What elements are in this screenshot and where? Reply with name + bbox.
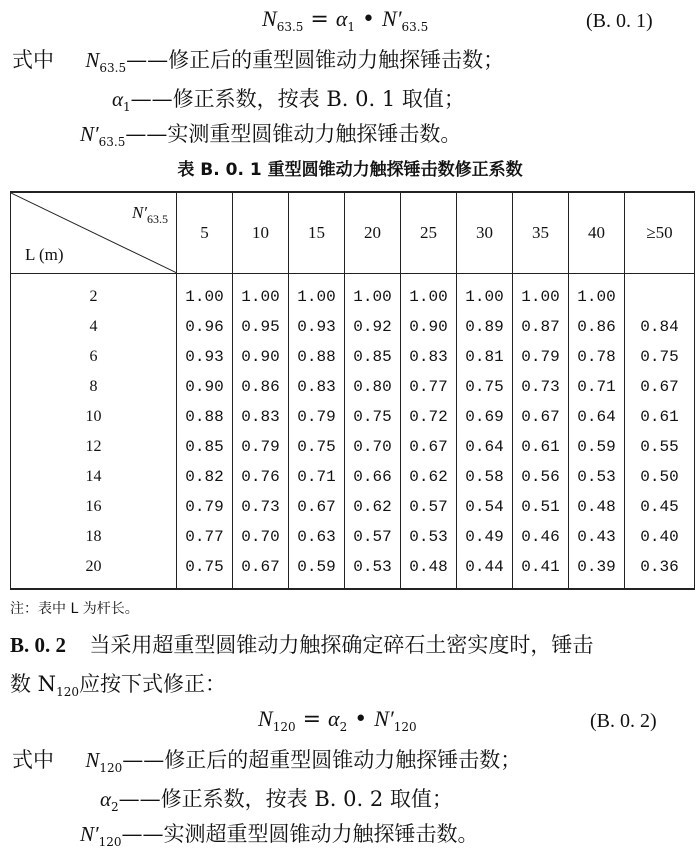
row-length-cell: 12 xyxy=(11,432,177,462)
coefficient-cell: 0.36 xyxy=(625,552,695,589)
coefficient-cell: 0.64 xyxy=(457,432,513,462)
coefficient-cell: 0.86 xyxy=(233,372,289,402)
row-length-cell: 2 xyxy=(11,274,177,313)
row-length-cell: 4 xyxy=(11,312,177,342)
coefficient-cell: 0.71 xyxy=(289,462,345,492)
row-length-cell: 8 xyxy=(11,372,177,402)
coefficient-cell: 0.75 xyxy=(177,552,233,589)
coefficient-cell: 0.86 xyxy=(569,312,625,342)
formula-b01-lhs: N xyxy=(262,6,277,31)
clause-number: B. 0. 2 xyxy=(10,633,67,657)
coefficient-cell: 0.93 xyxy=(177,342,233,372)
corner-bottom-label: L (m) xyxy=(25,245,64,264)
where2-text-1: ——修正后的超重型圆锥动力触探锤击数； xyxy=(122,748,522,772)
table-row xyxy=(11,274,695,313)
where2-sym-2: α xyxy=(100,787,112,811)
formula-b02: $N_{120} = \alpha_2$ • $N'_{120}$ xyxy=(258,706,417,734)
coefficient-cell: 0.55 xyxy=(625,432,695,462)
where1-sub-1: 63.5 xyxy=(99,61,127,75)
coefficient-cell: 0.48 xyxy=(569,492,625,522)
coefficient-cell: 0.77 xyxy=(177,522,233,552)
coefficient-cell: 1.00 xyxy=(233,274,289,313)
coefficient-cell: 1.00 xyxy=(289,274,345,313)
column-header: 20 xyxy=(345,192,401,274)
formula-b02-rhs: N′ xyxy=(374,706,394,731)
table-row xyxy=(11,552,695,589)
coefficient-cell: 0.79 xyxy=(233,432,289,462)
coefficient-cell: 0.73 xyxy=(513,372,569,402)
table-row xyxy=(11,462,695,492)
coefficient-cell: 1.00 xyxy=(569,274,625,313)
coefficient-cell: 0.62 xyxy=(345,492,401,522)
row-length-cell: 20 xyxy=(11,552,177,589)
coefficient-cell: 0.85 xyxy=(345,342,401,372)
coefficient-cell: 0.73 xyxy=(233,492,289,522)
coefficient-cell: 0.63 xyxy=(289,522,345,552)
coefficient-cell: 0.62 xyxy=(401,462,457,492)
coefficient-cell: 0.90 xyxy=(233,342,289,372)
coefficient-cell: 0.51 xyxy=(513,492,569,522)
coefficient-cell: 0.70 xyxy=(345,432,401,462)
table-header-row xyxy=(11,192,695,274)
where1-text-2: ——修正系数，按表 B. 0. 1 取值； xyxy=(130,87,465,111)
coefficient-cell: 0.83 xyxy=(289,372,345,402)
coefficient-cell: 0.75 xyxy=(289,432,345,462)
row-length-cell: 10 xyxy=(11,402,177,432)
coefficient-cell: 0.69 xyxy=(457,402,513,432)
column-header: 15 xyxy=(289,192,345,274)
coefficient-cell: 0.41 xyxy=(513,552,569,589)
where1-line-3 xyxy=(80,118,461,149)
coefficient-cell: 0.79 xyxy=(177,492,233,522)
coefficient-cell: 0.75 xyxy=(625,342,695,372)
formula-b02-alpha: α xyxy=(328,706,340,731)
coefficient-cell: 0.56 xyxy=(513,462,569,492)
corner-top-label xyxy=(132,203,168,227)
table-row xyxy=(11,522,695,552)
coefficient-cell: 0.84 xyxy=(625,312,695,342)
table-row xyxy=(11,432,695,462)
coefficient-cell: 0.67 xyxy=(625,372,695,402)
where2-line-2 xyxy=(100,783,453,814)
coefficient-cell: 1.00 xyxy=(513,274,569,313)
row-length-cell: 14 xyxy=(11,462,177,492)
coefficient-cell: 1.00 xyxy=(177,274,233,313)
coefficient-cell: 0.46 xyxy=(513,522,569,552)
table-row xyxy=(11,492,695,522)
column-header: 30 xyxy=(457,192,513,274)
coefficient-cell: 0.53 xyxy=(401,522,457,552)
formula-b02-rhs-sub: 120 xyxy=(393,720,417,734)
formula-b01-alpha-sub: 1 xyxy=(347,20,356,34)
formula-b01-rhs-sub: 63.5 xyxy=(401,20,429,34)
coefficient-cell: 0.50 xyxy=(625,462,695,492)
where1-line-1 xyxy=(12,44,504,75)
coefficient-cell: 0.82 xyxy=(177,462,233,492)
coefficient-cell: 0.70 xyxy=(233,522,289,552)
coefficient-cell: 0.93 xyxy=(289,312,345,342)
coefficient-cell: 0.88 xyxy=(177,402,233,432)
coefficient-cell: 0.44 xyxy=(457,552,513,589)
coefficient-cell: 0.43 xyxy=(569,522,625,552)
coefficient-cell: 0.67 xyxy=(401,432,457,462)
coefficient-cell: 1.00 xyxy=(401,274,457,313)
corner-top-sym: N′ xyxy=(131,203,147,222)
where1-text-3: ——实测重型圆锥动力触探锤击数。 xyxy=(125,122,462,146)
coefficient-cell: 0.81 xyxy=(457,342,513,372)
where2-sub-2: 2 xyxy=(111,800,119,814)
coefficient-cell: 0.78 xyxy=(569,342,625,372)
formula-b02-lhs-sub: 120 xyxy=(272,720,296,734)
coefficient-cell: 0.67 xyxy=(289,492,345,522)
where2-prefix: 式中 xyxy=(12,748,54,772)
formula-b01: $N_{63.5} = \alpha_1$ • $N'_{63.5}$ xyxy=(262,6,429,34)
column-header: 10 xyxy=(233,192,289,274)
coefficient-cell xyxy=(625,274,695,313)
coefficient-cell: 0.85 xyxy=(177,432,233,462)
where1-sym-2: α xyxy=(112,87,124,111)
coefficient-cell: 0.53 xyxy=(345,552,401,589)
coefficient-cell: 0.95 xyxy=(233,312,289,342)
coefficient-cell: 0.89 xyxy=(457,312,513,342)
table-row xyxy=(11,402,695,432)
clause-b02-line-2 xyxy=(10,668,226,699)
coefficient-cell: 0.79 xyxy=(289,402,345,432)
formula-b01-rhs: N′ xyxy=(382,6,402,31)
coefficient-cell: 0.77 xyxy=(401,372,457,402)
coefficient-cell: 0.49 xyxy=(457,522,513,552)
row-length-cell: 18 xyxy=(11,522,177,552)
where1-sub-2: 1 xyxy=(123,100,131,114)
where1-line-2 xyxy=(112,83,465,114)
coefficient-cell: 0.71 xyxy=(569,372,625,402)
column-header: 5 xyxy=(177,192,233,274)
formula-b01-lhs-sub: 63.5 xyxy=(276,20,304,34)
coefficient-cell: 1.00 xyxy=(345,274,401,313)
coefficient-cell: 1.00 xyxy=(457,274,513,313)
coefficient-cell: 0.75 xyxy=(345,402,401,432)
coefficient-cell: 0.83 xyxy=(233,402,289,432)
coefficient-cell: 0.61 xyxy=(625,402,695,432)
coefficient-cell: 0.67 xyxy=(233,552,289,589)
coefficient-cell: 0.90 xyxy=(177,372,233,402)
column-header: 25 xyxy=(401,192,457,274)
where2-sym-3: N′ xyxy=(80,822,99,846)
coefficient-cell: 0.90 xyxy=(401,312,457,342)
coefficient-cell: 0.67 xyxy=(513,402,569,432)
row-length-cell: 6 xyxy=(11,342,177,372)
table-row xyxy=(11,342,695,372)
coefficient-cell: 0.92 xyxy=(345,312,401,342)
coefficient-cell: 0.66 xyxy=(345,462,401,492)
coefficient-cell: 0.45 xyxy=(625,492,695,522)
where1-sub-3: 63.5 xyxy=(98,135,126,149)
coefficient-cell: 0.58 xyxy=(457,462,513,492)
where2-line-1 xyxy=(12,744,521,775)
coefficient-cell: 0.59 xyxy=(569,432,625,462)
clause-text-2-post: 应按下式修正： xyxy=(78,672,226,696)
coefficient-cell: 0.64 xyxy=(569,402,625,432)
where1-prefix: 式中 xyxy=(12,48,54,72)
where2-sym-1: N xyxy=(85,748,100,772)
table-row xyxy=(11,312,695,342)
table-note: 注：表中 L 为杆长。 xyxy=(10,601,139,617)
where1-sym-3: N′ xyxy=(80,122,99,146)
where2-text-2: ——修正系数，按表 B. 0. 2 取值； xyxy=(118,787,453,811)
formula-b02-alpha-sub: 2 xyxy=(339,720,348,734)
clause-text-1: 当采用超重型圆锥动力触探确定碎石土密实度时，锤击 xyxy=(89,633,594,657)
where2-text-3: ——实测超重型圆锥动力触探锤击数。 xyxy=(121,822,479,846)
coefficient-cell: 0.61 xyxy=(513,432,569,462)
formula-b01-number: (B. 0. 1) xyxy=(586,10,653,32)
where2-line-3 xyxy=(80,818,479,849)
table-corner-cell xyxy=(11,192,177,274)
coefficient-cell: 0.48 xyxy=(401,552,457,589)
coefficient-cell: 0.87 xyxy=(513,312,569,342)
coefficient-cell: 0.76 xyxy=(233,462,289,492)
where2-sub-3: 120 xyxy=(98,835,122,849)
row-length-cell: 16 xyxy=(11,492,177,522)
formula-b02-number: (B. 0. 2) xyxy=(590,710,657,732)
table-body xyxy=(11,192,695,589)
coefficient-cell: 0.83 xyxy=(401,342,457,372)
where1-text-1: ——修正后的重型圆锥动力触探锤击数； xyxy=(126,48,505,72)
column-header: 35 xyxy=(513,192,569,274)
coefficient-cell: 0.53 xyxy=(569,462,625,492)
coefficient-cell: 0.57 xyxy=(345,522,401,552)
coefficient-cell: 0.96 xyxy=(177,312,233,342)
table-title: 表 B. 0. 1 重型圆锥动力触探锤击数修正系数 xyxy=(177,160,523,180)
coefficient-table xyxy=(10,191,695,590)
where1-sym-1: N xyxy=(85,48,100,72)
clause-text-2-pre: 数 N xyxy=(10,672,57,696)
coefficient-cell: 0.57 xyxy=(401,492,457,522)
formula-b02-lhs: N xyxy=(258,706,273,731)
coefficient-cell: 0.40 xyxy=(625,522,695,552)
formula-b01-alpha: α xyxy=(335,6,348,31)
column-header: ≥50 xyxy=(625,192,695,274)
clause-b02-line-1 xyxy=(10,629,593,659)
coefficient-cell: 0.54 xyxy=(457,492,513,522)
coefficient-cell: 0.59 xyxy=(289,552,345,589)
coefficient-cell: 0.72 xyxy=(401,402,457,432)
column-header: 40 xyxy=(569,192,625,274)
coefficient-cell: 0.39 xyxy=(569,552,625,589)
table-row xyxy=(11,372,695,402)
coefficient-cell: 0.88 xyxy=(289,342,345,372)
where2-sub-1: 120 xyxy=(99,761,123,775)
coefficient-cell: 0.79 xyxy=(513,342,569,372)
coefficient-cell: 0.75 xyxy=(457,372,513,402)
corner-top-sub: 63.5 xyxy=(147,212,168,226)
clause-text-2-sub: 120 xyxy=(56,685,79,699)
coefficient-cell: 0.80 xyxy=(345,372,401,402)
